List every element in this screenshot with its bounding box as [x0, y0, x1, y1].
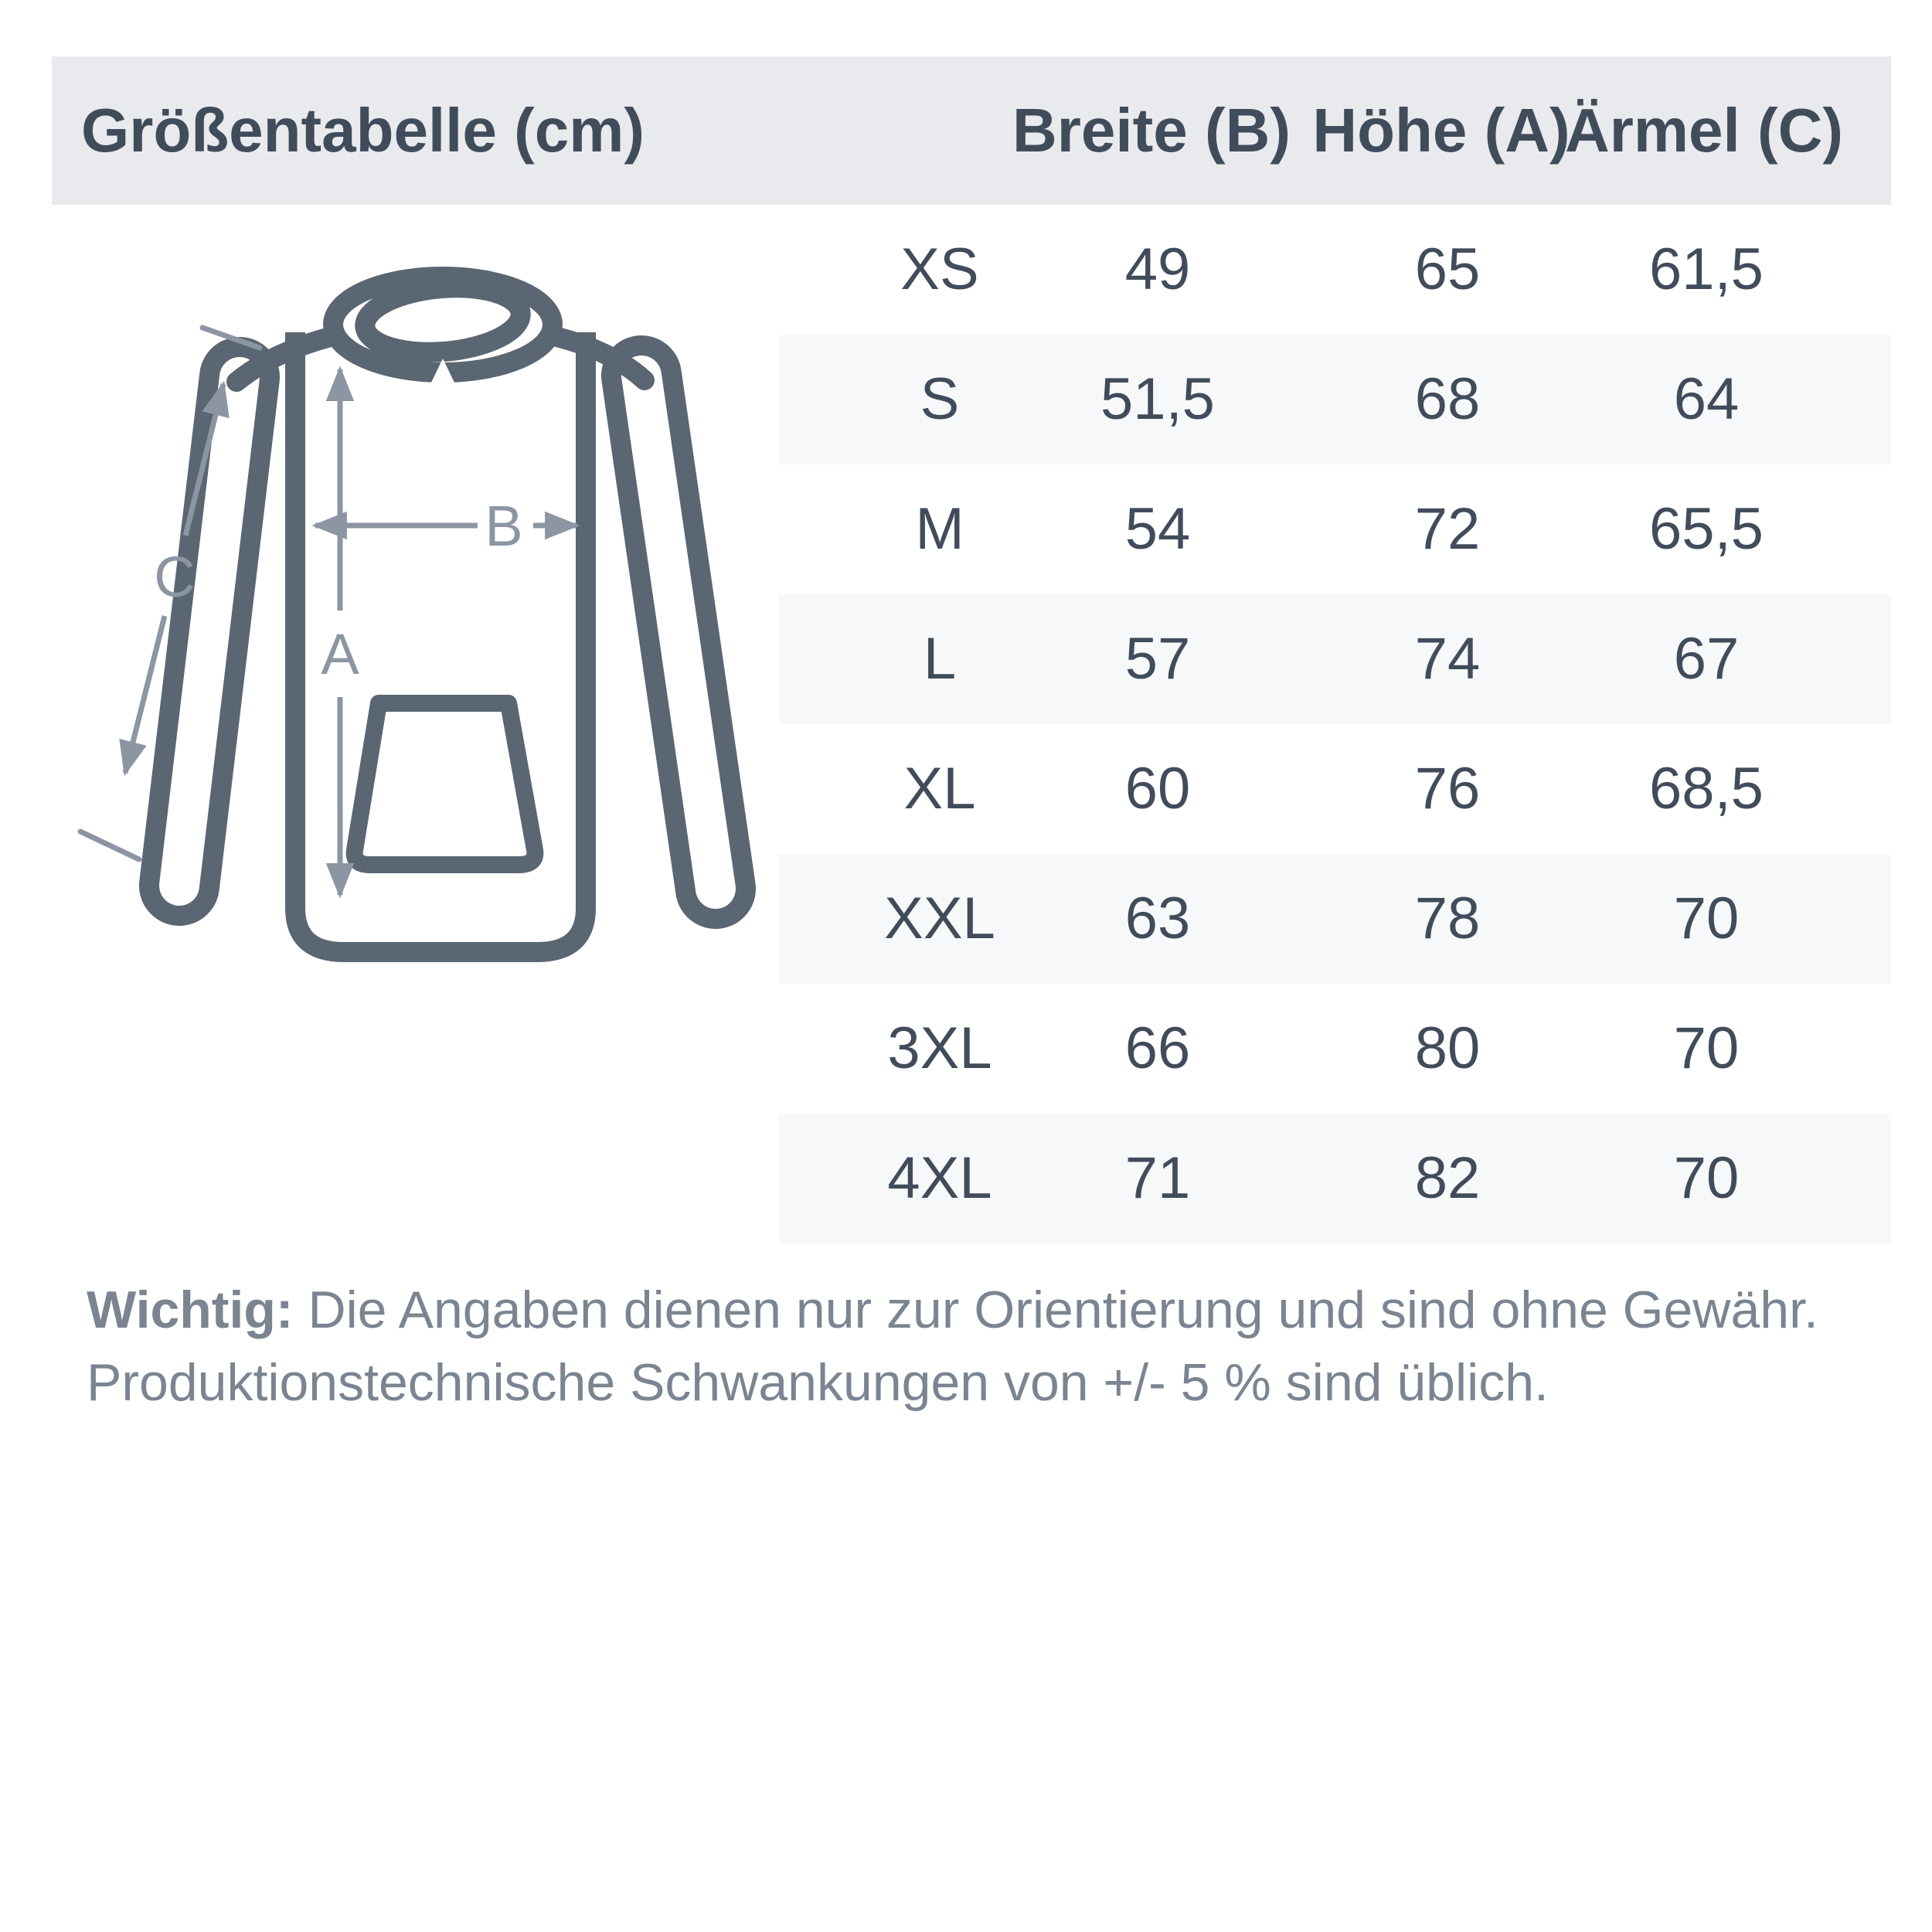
table-header-band — [52, 56, 1891, 205]
page-title: Größentabelle (cm) — [81, 96, 645, 165]
pocket-outline — [355, 703, 536, 865]
table-row — [779, 854, 1891, 984]
disclaimer-bold-prefix: Wichtig: — [87, 1281, 294, 1339]
column-header-aermel: Ärmel (C) — [1564, 96, 1844, 165]
breite-value: 66 — [1124, 1015, 1191, 1081]
height-dim-label: A — [321, 622, 359, 686]
size-label: XS — [900, 236, 979, 302]
width-dim-label: B — [485, 494, 523, 558]
breite-value: 71 — [1124, 1145, 1191, 1211]
disclaimer-line-2: Produktionstechnische Schwankungen von +/- 5 % sind üblich. — [87, 1353, 1549, 1412]
table-row — [779, 1114, 1891, 1243]
sleeve-dim-label: C — [154, 545, 196, 609]
hoehe-value: 72 — [1414, 496, 1481, 562]
breite-value: 60 — [1124, 756, 1191, 821]
column-header-hoehe: Höhe (A) — [1312, 96, 1570, 165]
disclaimer-line-1-text: Die Angaben dienen nur zur Orientierung und sind ohne Gewähr. — [293, 1281, 1818, 1339]
size-label: S — [920, 366, 960, 432]
size-label: XL — [903, 756, 976, 821]
breite-value: 57 — [1124, 626, 1191, 692]
breite-value: 51,5 — [1100, 366, 1215, 432]
aermel-value: 68,5 — [1649, 756, 1764, 821]
table-row — [779, 594, 1891, 724]
disclaimer-note — [87, 1274, 1818, 1419]
hoehe-value: 68 — [1414, 366, 1481, 432]
hoehe-value: 78 — [1414, 886, 1481, 951]
aermel-value: 61,5 — [1649, 236, 1764, 302]
table-row — [779, 335, 1891, 464]
aermel-value: 70 — [1673, 1145, 1740, 1211]
column-header-breite: Breite (B) — [1012, 96, 1291, 165]
hoodie-measurement-diagram — [31, 185, 773, 989]
aermel-value: 67 — [1673, 626, 1740, 692]
disclaimer-line-1 — [87, 1274, 1818, 1346]
hoehe-value: 65 — [1414, 236, 1481, 302]
aermel-value: 70 — [1673, 886, 1740, 951]
size-label: L — [923, 626, 957, 692]
hoehe-value: 80 — [1414, 1015, 1481, 1081]
size-label: 3XL — [887, 1015, 992, 1081]
size-label: XXL — [884, 886, 995, 951]
table-row — [779, 205, 1891, 335]
table-row — [779, 724, 1891, 854]
hoehe-value: 82 — [1414, 1145, 1481, 1211]
breite-value: 49 — [1124, 236, 1191, 302]
aermel-value: 65,5 — [1649, 496, 1764, 562]
breite-value: 63 — [1124, 886, 1191, 951]
breite-value: 54 — [1124, 496, 1191, 562]
size-label: M — [915, 496, 964, 562]
hoehe-value: 74 — [1414, 626, 1481, 692]
aermel-value: 64 — [1673, 366, 1740, 432]
size-label: 4XL — [887, 1145, 992, 1211]
sleeve-dim-bottom-tick — [80, 832, 139, 859]
table-row — [779, 984, 1891, 1114]
table-row — [779, 464, 1891, 594]
hoehe-value: 76 — [1414, 756, 1481, 821]
aermel-value: 70 — [1673, 1015, 1740, 1081]
